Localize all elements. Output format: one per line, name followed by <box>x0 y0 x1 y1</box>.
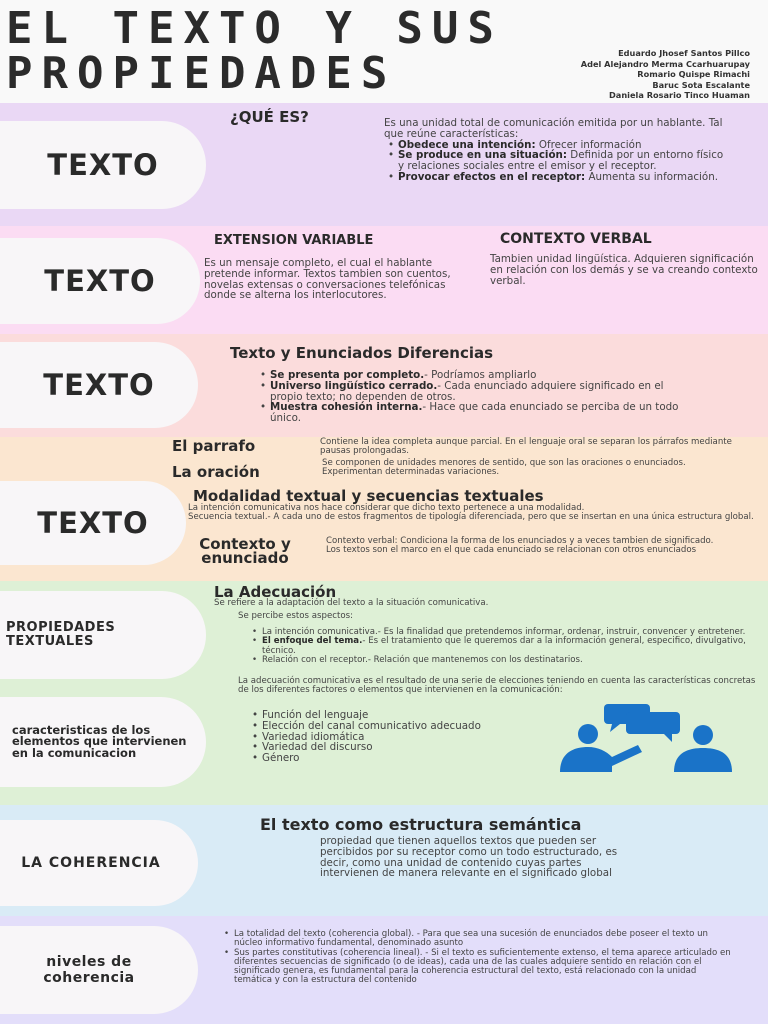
item-bold: Se presenta por completo. <box>270 369 425 381</box>
text-modalidad <box>188 504 766 523</box>
heading-oracion: La oración <box>172 463 260 481</box>
page-title-line2: PROPIEDADES <box>6 48 397 99</box>
section-niveles <box>0 916 768 1024</box>
item-text: - Podríamos ampliarlo <box>424 369 537 381</box>
section-label: TEXTO <box>0 238 200 324</box>
item-bold: Provocar efectos en el receptor: <box>398 170 586 183</box>
item-bold: Universo lingüístico cerrado. <box>270 379 438 392</box>
item-bold: Se produce en una situación: <box>398 149 567 162</box>
list-item: • Sus partes constitutivas (coherencia lineal). - Si el texto es suficientemente extenso, el tema aparece articulado en diferentes secuencias de significado (o de ideas), cada una de las cuales adquiere sentido en relación con el significado genera, es fundamental para la coherencia estructural del texto, está relacionado con la unidad temática y con la estructura del contenido <box>222 949 732 986</box>
section-texto-partes <box>0 437 768 581</box>
heading-contexto-enunciado: Contexto y enunciado <box>199 535 291 567</box>
item-text: Aumenta su información. <box>585 170 719 183</box>
list-item: • Variedad del discurso <box>250 742 550 753</box>
text-parrafo: Contiene la idea completa aunque parcial. En el lenguaje oral se separan los párrafos mediante pausas prolongadas. <box>320 437 732 457</box>
item-text: - Cada enunciado adquiere significado en el propio texto; no dependen de otros. <box>270 379 664 403</box>
subtitle: Se refiere a la adaptación del texto a la situación comunicativa. <box>214 598 489 608</box>
header <box>0 0 768 103</box>
author-name: Adel Alejandro Merma Ccarhuarupay <box>580 58 750 69</box>
heading-parrafo: El parrafo <box>172 437 256 455</box>
section-label: PROPIEDADES TEXTUALES <box>0 591 206 679</box>
heading-extension: EXTENSION VARIABLE <box>214 233 374 248</box>
list-item: • Variedad idiomática <box>250 732 550 743</box>
item-text: La intención comunicativa.- Es la finalidad que pretendemos informar, ordenar, instruir, convencer y entretener. <box>262 627 746 637</box>
section-heading: ¿QUÉ ES? <box>230 108 309 126</box>
item-bold: Obedece una intención: <box>398 138 536 151</box>
list-item <box>250 637 766 656</box>
section-diferencias <box>0 334 768 437</box>
speech-bubble-icon <box>626 712 680 734</box>
list-item: • Elección del canal comunicativo adecuado <box>250 721 550 732</box>
item-bold: Muestra cohesión interna. <box>270 401 423 414</box>
person-icon <box>693 725 713 745</box>
list-item: • Género <box>250 753 550 764</box>
item-text: Definida por un entorno físico y relaciones sociales entre el emisor y el receptor. <box>398 149 724 173</box>
text-extension: Es un mensaje completo, el cual el hablante pretende informar. Textos tambien son cuentos, novelas extensas o conversaciones telefónicas donde se alterna los interlocutores. <box>204 257 451 302</box>
item-text: - Hace que cada enunciado se perciba de un todo único. <box>270 401 679 425</box>
item-text: Ofrecer información <box>535 138 642 151</box>
section-heading: El texto como estructura semántica <box>260 815 582 834</box>
list-item <box>258 402 688 424</box>
list-item: • La totalidad del texto (coherencia global). - Para que sea una sucesión de enunciados debe poseer el texto un núcleo informativo fundamental, denominado asunto <box>222 930 732 949</box>
elements-list <box>250 710 550 764</box>
section-text: propiedad que tienen aquellos textos que pueden ser percibidos por su receptor como un todo estructurado, es decir, como una unidad de contenido cuyas partes intervienen de manera relevante en el significado global <box>320 835 618 880</box>
heading-modalidad: Modalidad textual y secuencias textuales <box>193 487 544 505</box>
subtitle-aspects: Se percibe estos aspectos: <box>238 611 353 621</box>
text-contexto-verbal: Tambien unidad lingüística. Adquieren significación en relación con los demás y se va creando contexto verbal. <box>490 253 758 287</box>
section-label: TEXTO <box>0 481 186 565</box>
section-coherencia <box>0 805 768 916</box>
list-item <box>386 172 724 183</box>
section-label-secondary: caracteristicas de los elementos que intervienen en la comunicacion <box>0 697 206 787</box>
adecuacion-paragraph: La adecuación comunicativa es el resultado de una serie de elecciones teniendo en cuenta las características concretas de los diferentes factores o elementos que intervienen en la comunicación: <box>238 676 756 696</box>
section-label: TEXTO <box>0 342 198 428</box>
page-title-line1: EL TEXTO Y SUS <box>6 3 503 54</box>
item-text: Relación con el receptor.- Relación que mantenemos con los destinatarios. <box>262 654 583 665</box>
contexto-line: Contexto verbal: Condiciona la forma de los enunciados y a veces tambien de significado. <box>326 536 714 546</box>
section-content <box>258 370 688 424</box>
section-content <box>222 930 732 986</box>
intro-text: Es una unidad total de comunicación emitida por un hablante. Tal que reúne características: <box>384 117 723 140</box>
author-name: Baruc Sota Escalante <box>652 79 750 90</box>
author-name: Romario Quispe Rimachi <box>637 69 750 80</box>
section-content <box>384 118 724 183</box>
item-text: - Es el tratamiento que le queremos dar a la información general, especifico, divulgativo, técnico. <box>262 636 746 656</box>
section-extension <box>0 226 768 334</box>
section-label: TEXTO <box>0 121 206 209</box>
modalidad-line: Secuencia textual.- A cada uno de estos fragmentos de tipología diferenciada, pero que se insertan en una única estructura global. <box>188 512 754 523</box>
list-item <box>250 656 766 665</box>
section-adecuacion <box>0 581 768 805</box>
heading-contexto-verbal: CONTEXTO VERBAL <box>500 231 652 247</box>
item-bold: El enfoque del tema. <box>262 636 363 647</box>
section-que-es <box>0 103 768 226</box>
list-item <box>258 381 688 403</box>
text-contexto-enunciado <box>326 537 762 556</box>
author-name: Daniela Rosario Tinco Huaman <box>609 90 750 101</box>
authors-list <box>581 48 750 101</box>
person-icon <box>578 724 598 744</box>
people-conversation-icon <box>546 702 740 774</box>
contexto-line: Los textos son el marco en el que cada enunciado se relacionan con otros enunciados <box>326 545 697 556</box>
section-label: niveles de coherencia <box>0 926 198 1014</box>
aspects-list <box>250 628 766 665</box>
section-heading: Texto y Enunciados Diferencias <box>230 344 494 362</box>
section-label: LA COHERENCIA <box>0 820 198 906</box>
list-item <box>386 150 724 172</box>
modalidad-line: La intención comunicativa nos hace considerar que dicho texto pertenece a una modalidad. <box>188 503 585 513</box>
list-item: • Función del lenguaje <box>250 710 550 721</box>
author-name: Eduardo Jhosef Santos Pillco <box>618 48 750 58</box>
text-oracion: Se componen de unidades menores de sentido, que son las oraciones o enunciados. Experimentan determinadas variaciones. <box>322 458 686 478</box>
section-heading: La Adecuación <box>214 583 337 601</box>
